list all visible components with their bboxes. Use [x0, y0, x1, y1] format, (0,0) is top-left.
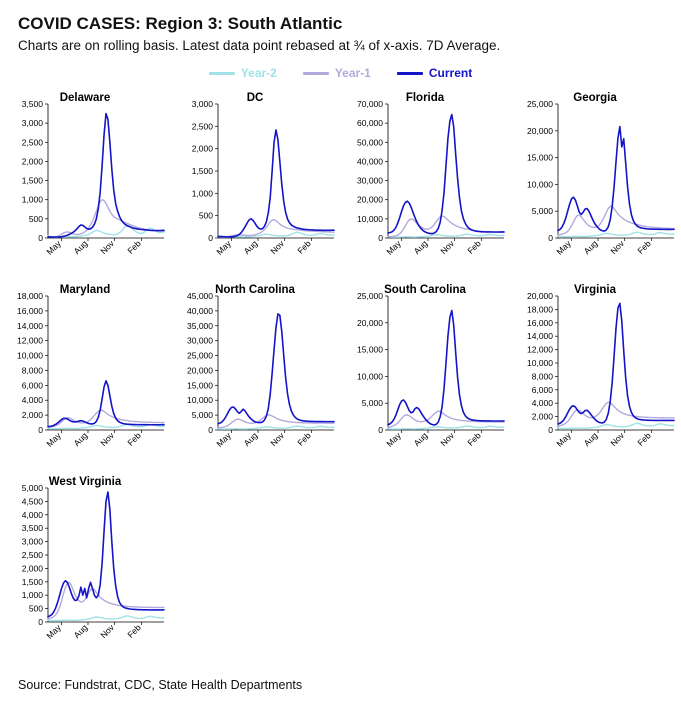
y-tick-label: 2,500 — [21, 550, 43, 560]
series-line-year-1 — [48, 200, 164, 237]
y-tick-label: 1,000 — [21, 590, 43, 601]
legend-label: Current — [428, 66, 473, 80]
legend-item — [209, 66, 277, 80]
chart-title: Georgia — [573, 92, 617, 104]
x-tick-label: Aug — [71, 238, 90, 257]
y-tick-label: 0 — [548, 233, 553, 243]
chart-row — [0, 472, 681, 664]
y-tick-label: 4,500 — [21, 496, 43, 507]
legend-swatch-icon — [303, 72, 329, 75]
y-tick-label: 30,000 — [187, 335, 213, 346]
plot-wrapper — [340, 280, 510, 472]
y-tick-label: 2,000 — [21, 410, 43, 421]
chart-title: DC — [246, 92, 264, 104]
series-line-year-1 — [558, 402, 674, 426]
y-tick-label: 500 — [28, 213, 43, 224]
series-line-year-1 — [388, 411, 504, 427]
y-tick-label: 0 — [548, 425, 553, 435]
y-tick-label: 3,000 — [191, 99, 213, 109]
x-tick-label: Aug — [411, 238, 430, 257]
y-tick-label: 40,000 — [357, 156, 383, 167]
x-tick-label: Nov — [608, 238, 627, 257]
series-line-year-2 — [388, 426, 504, 429]
y-tick-label: 14,000 — [527, 331, 553, 342]
y-tick-label: 0 — [38, 617, 43, 627]
y-tick-label: 0 — [378, 233, 383, 243]
y-tick-label: 0 — [378, 425, 383, 435]
legend-swatch-icon — [397, 72, 423, 75]
y-tick-label: 30,000 — [357, 175, 383, 186]
x-tick-label: May — [554, 430, 573, 449]
y-tick-label: 2,500 — [21, 137, 43, 148]
legend-label: Year-1 — [334, 66, 371, 80]
y-tick-label: 18,000 — [527, 304, 553, 315]
y-tick-label: 6,000 — [531, 384, 553, 395]
y-tick-label: 25,000 — [527, 99, 553, 109]
chart-plot — [340, 88, 510, 280]
source-note: Source: Fundstrat, CDC, State Health Departments — [18, 678, 303, 692]
series-line-year-2 — [388, 234, 504, 237]
chart-plot — [340, 280, 510, 472]
x-tick-label: Aug — [411, 430, 430, 449]
plot-wrapper — [340, 88, 510, 280]
y-tick-label: 1,000 — [21, 194, 43, 205]
chart-cell — [340, 88, 510, 280]
chart-title: Florida — [405, 92, 445, 104]
chart-cell — [510, 280, 680, 472]
series-line-current — [558, 303, 674, 424]
y-tick-label: 16,000 — [17, 305, 43, 316]
chart-cell — [0, 88, 170, 280]
series-line-current — [388, 310, 504, 424]
series-line-year-2 — [48, 616, 164, 621]
x-tick-label: May — [44, 238, 63, 257]
x-tick-label: Aug — [241, 430, 260, 449]
page-title: COVID CASES: Region 3: South Atlantic — [18, 14, 343, 33]
plot-wrapper — [170, 88, 340, 280]
y-tick-label: 3,000 — [21, 118, 43, 129]
chart-plot — [510, 88, 680, 280]
series-line-current — [558, 127, 674, 232]
y-tick-label: 15,000 — [357, 344, 383, 355]
y-tick-label: 500 — [198, 210, 213, 221]
plot-wrapper — [0, 472, 170, 664]
y-tick-label: 25,000 — [357, 291, 383, 301]
chart-cell — [340, 280, 510, 472]
y-tick-label: 2,000 — [531, 411, 553, 422]
chart-title: Virginia — [574, 284, 616, 296]
y-tick-label: 12,000 — [17, 335, 43, 346]
plot-wrapper — [510, 88, 680, 280]
y-tick-label: 45,000 — [187, 291, 213, 301]
chart-plot — [170, 280, 340, 472]
y-tick-label: 4,000 — [531, 398, 553, 409]
y-tick-label: 15,000 — [527, 152, 553, 163]
y-tick-label: 50,000 — [357, 137, 383, 148]
y-tick-label: 500 — [28, 603, 43, 614]
legend-swatch-icon — [209, 72, 235, 75]
y-tick-label: 10,000 — [357, 213, 383, 224]
x-tick-label: Feb — [295, 430, 313, 448]
chart-legend — [0, 66, 681, 80]
y-tick-label: 6,000 — [21, 380, 43, 391]
series-line-current — [218, 314, 334, 424]
y-tick-label: 2,000 — [21, 156, 43, 167]
y-tick-label: 20,000 — [187, 365, 213, 376]
x-tick-label: Nov — [98, 622, 117, 641]
chart-row — [0, 88, 681, 280]
y-tick-label: 20,000 — [527, 125, 553, 136]
x-tick-label: Feb — [125, 430, 143, 448]
x-tick-label: Aug — [241, 238, 260, 257]
x-tick-label: Feb — [465, 238, 483, 256]
y-tick-label: 16,000 — [527, 317, 553, 328]
y-tick-label: 5,000 — [531, 206, 553, 217]
y-tick-label: 25,000 — [187, 350, 213, 361]
chart-grid — [0, 88, 681, 664]
x-tick-label: Nov — [438, 430, 457, 449]
y-tick-label: 40,000 — [187, 305, 213, 316]
x-tick-label: Aug — [71, 430, 90, 449]
y-tick-label: 20,000 — [527, 291, 553, 301]
y-tick-label: 10,000 — [17, 350, 43, 361]
y-tick-label: 10,000 — [527, 179, 553, 190]
y-tick-label: 35,000 — [187, 320, 213, 331]
y-tick-label: 3,000 — [21, 536, 43, 547]
y-tick-label: 1,500 — [21, 576, 43, 587]
x-tick-label: May — [554, 238, 573, 257]
y-tick-label: 20,000 — [357, 317, 383, 328]
series-line-current — [388, 115, 504, 234]
y-tick-label: 5,000 — [361, 398, 383, 409]
x-tick-label: May — [44, 430, 63, 449]
y-tick-label: 2,000 — [191, 143, 213, 154]
chart-title: West Virginia — [48, 476, 122, 488]
series-line-current — [48, 114, 164, 238]
chart-cell — [170, 88, 340, 280]
chart-plot — [170, 88, 340, 280]
y-tick-label: 14,000 — [17, 320, 43, 331]
y-tick-label: 10,000 — [357, 371, 383, 382]
x-tick-label: May — [384, 430, 403, 449]
chart-row — [0, 280, 681, 472]
y-tick-label: 12,000 — [527, 344, 553, 355]
y-tick-label: 4,000 — [21, 395, 43, 406]
chart-title: Delaware — [59, 92, 111, 104]
y-tick-label: 1,000 — [191, 188, 213, 199]
chart-plot — [0, 472, 170, 664]
y-tick-label: 3,500 — [21, 523, 43, 534]
x-tick-label: Feb — [635, 238, 653, 256]
y-tick-label: 70,000 — [357, 99, 383, 109]
chart-cell — [0, 472, 170, 664]
x-tick-label: Nov — [268, 430, 287, 449]
plot-wrapper — [0, 280, 170, 472]
series-line-year-2 — [558, 423, 674, 428]
y-tick-label: 0 — [208, 233, 213, 243]
x-tick-label: May — [214, 238, 233, 257]
legend-item — [303, 66, 371, 80]
x-tick-label: Nov — [608, 430, 627, 449]
y-tick-label: 0 — [208, 425, 213, 435]
series-line-current — [48, 381, 164, 427]
series-line-current — [48, 492, 164, 617]
x-tick-label: Feb — [125, 238, 143, 256]
x-tick-label: Feb — [635, 430, 653, 448]
y-tick-label: 0 — [38, 425, 43, 435]
series-line-year-1 — [558, 206, 674, 234]
y-tick-label: 20,000 — [357, 194, 383, 205]
x-tick-label: Nov — [438, 238, 457, 257]
x-tick-label: May — [384, 238, 403, 257]
y-tick-label: 0 — [38, 233, 43, 243]
series-line-year-2 — [558, 232, 674, 236]
y-tick-label: 1,500 — [21, 175, 43, 186]
y-tick-label: 10,000 — [187, 395, 213, 406]
chart-plot — [0, 280, 170, 472]
x-tick-label: Aug — [71, 622, 90, 641]
series-line-year-1 — [388, 216, 504, 237]
y-tick-label: 5,000 — [191, 410, 213, 421]
y-tick-label: 10,000 — [527, 358, 553, 368]
x-tick-label: May — [44, 622, 63, 641]
chart-title: Maryland — [59, 284, 111, 296]
x-tick-label: Aug — [581, 430, 600, 449]
chart-cell — [170, 280, 340, 472]
x-tick-label: Nov — [98, 430, 117, 449]
x-tick-label: Feb — [125, 622, 143, 640]
x-tick-label: Feb — [295, 238, 313, 256]
chart-plot — [510, 280, 680, 472]
y-tick-label: 2,500 — [191, 121, 213, 132]
y-tick-label: 8,000 — [531, 371, 553, 382]
series-line-year-1 — [48, 582, 164, 618]
legend-item — [397, 66, 472, 80]
chart-cell — [0, 280, 170, 472]
chart-plot — [0, 88, 170, 280]
plot-wrapper — [170, 280, 340, 472]
chart-title: South Carolina — [384, 284, 466, 296]
plot-wrapper — [0, 88, 170, 280]
x-tick-label: May — [214, 430, 233, 449]
x-tick-label: Nov — [98, 238, 117, 257]
chart-cell — [510, 88, 680, 280]
y-tick-label: 3,500 — [21, 99, 43, 109]
x-tick-label: Feb — [465, 430, 483, 448]
y-tick-label: 1,500 — [191, 166, 213, 176]
y-tick-label: 18,000 — [17, 291, 43, 301]
legend-label: Year-2 — [240, 66, 277, 80]
x-tick-label: Aug — [581, 238, 600, 257]
y-tick-label: 8,000 — [21, 365, 43, 376]
chart-title: North Carolina — [215, 284, 295, 296]
y-tick-label: 2,000 — [21, 563, 43, 574]
y-tick-label: 15,000 — [187, 380, 213, 391]
x-tick-label: Nov — [268, 238, 287, 257]
y-tick-label: 60,000 — [357, 118, 383, 129]
y-tick-label: 5,000 — [21, 483, 43, 493]
page-subtitle: Charts are on rolling basis. Latest data point rebased at ¾ of x-axis. 7D Average. — [18, 38, 501, 53]
plot-wrapper — [510, 280, 680, 472]
y-tick-label: 4,000 — [21, 509, 43, 520]
series-line-year-2 — [218, 426, 334, 429]
